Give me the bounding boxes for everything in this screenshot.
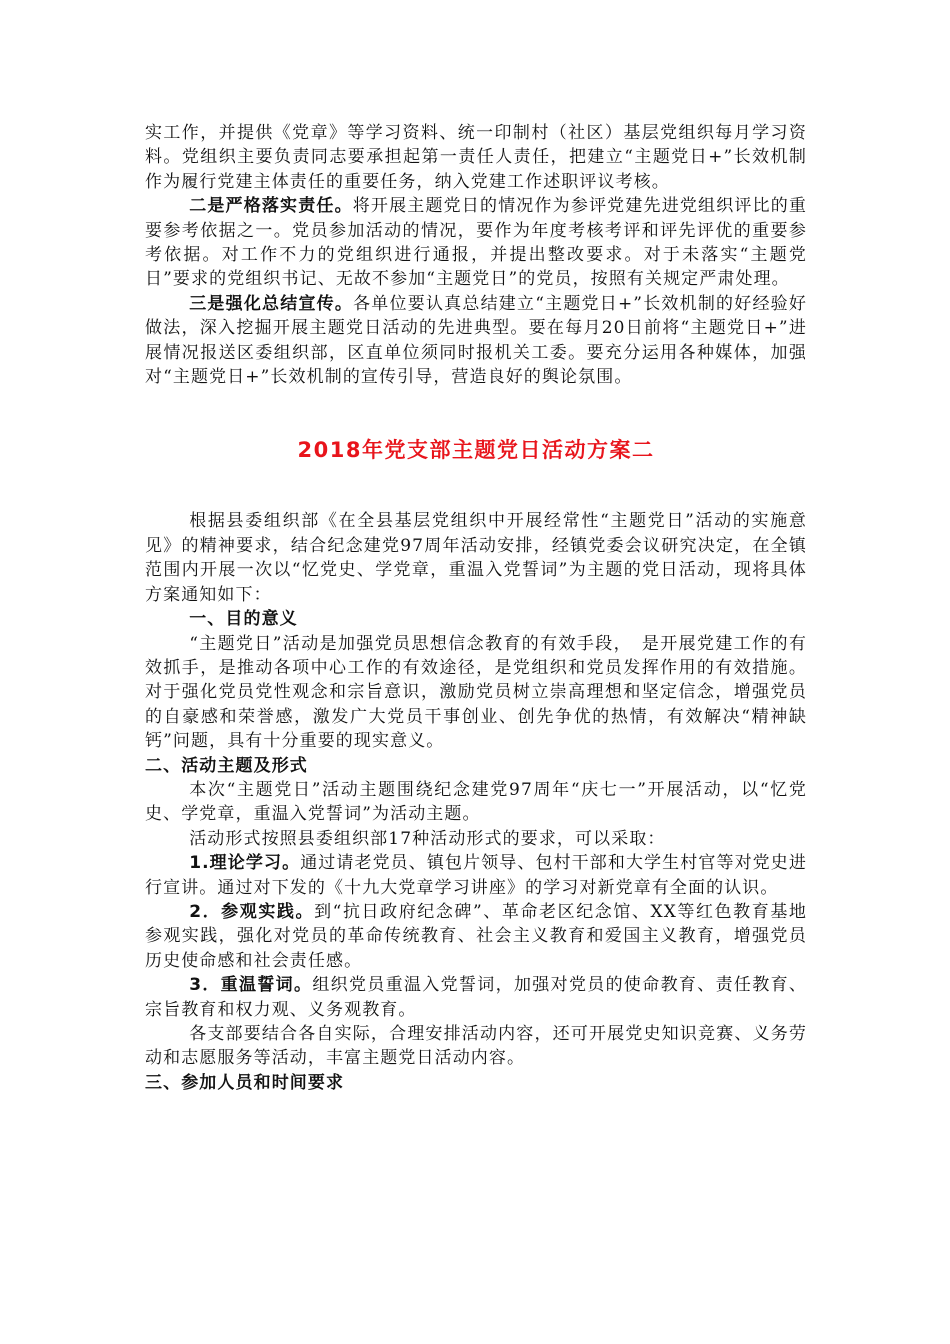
paragraph-3-body: 各单位要认真总结建立“主题党日+”长效机制的好经验好做法，深入挖掘开展主题党日活动的先进典型。要在每月20日前将“主题党日+”进展情况报送区委组织部，区直单位须同时报机关工委。要充分运用各种媒体，加强对“主题党日+”长效机制的宣传引导，营造良好的舆论氛围。 (145, 293, 807, 388)
section-3-heading: 三、参加人员和时间要求 (145, 1072, 345, 1093)
item-2-body: 到“抗日政府纪念碑”、革命老区纪念馆、XX等红色教育基地参观实践，强化对党员的革命传统教育、社会主义教育和爱国主义教育，增强党员历史使命感和社会责任感。 (145, 901, 807, 971)
paragraph-2-lead: 二是严格落实责任。 (189, 196, 353, 217)
section-2-item-2 (145, 900, 807, 973)
document-page (145, 121, 807, 1095)
paragraph-3-lead: 三是强化总结宣传。 (189, 293, 354, 314)
item-1-body: 通过请老党员、镇包片领导、包村干部和大学生村官等对党史进行宣讲。通过对下发的《十九大党章学习讲座》的学习对新党章有全面的认识。 (145, 853, 807, 898)
item-2-lead: 2．参观实践。 (189, 901, 315, 922)
intro-paragraph: 根据县委组织部《在全县基层党组织中开展经常性“主题党日”活动的实施意见》的精神要求，结合纪念建党97周年活动安排，经镇党委会议研究决定，在全镇范围内开展一次以“忆党史、学党章，重温入党誓词”为主题的党日活动，现将具体方案通知如下： (145, 511, 807, 605)
paragraph-2 (145, 194, 807, 292)
section-2-item-1 (145, 851, 807, 900)
item-3-lead: 3．重温誓词。 (189, 975, 313, 996)
section-2-paragraph-2: 活动形式按照县委组织部17种活动形式的要求，可以采取： (189, 828, 666, 849)
paragraph-2-body: 将开展主题党日的情况作为参评党建先进党组织评比的重要参考依据之一。党员参加活动的情况，要作为年度考核考评和评先评优的重要参考依据。对工作不力的党组织进行通报，并提出整改要求。对于未落实“主题党日”要求的党组织书记、无故不参加“主题党日”的党员，按照有关规定严肃处理。 (145, 196, 807, 290)
item-3-body: 组织党员重温入党誓词，加强对党员的使命教育、责任教育、宗旨教育和权力观、义务观教育。 (145, 975, 807, 1020)
paragraph-1: 实工作，并提供《党章》等学习资料、统一印制村（社区）基层党组织每月学习资料。党组织主要负责同志要承担起第一责任人责任，把建立“主题党日+”长效机制作为履行党建主体责任的重要任务，纳入党建工作述职评议考核。 (145, 123, 807, 192)
section-1-body: “主题党日”活动是加强党员思想信念教育的有效手段， 是开展党建工作的有效抓手，是推动各项中心工作的有效途径，是党组织和党员发挥作用的有效措施。对于强化党员党性观念和宗旨意识，激励党员树立崇高理想和坚定信念，增强党员的自豪感和荣誉感，激发广大党员干事创业、创先争优的热情，有效解决“精神缺钙”问题，具有十分重要的现实意义。 (145, 633, 807, 752)
paragraph-3 (145, 292, 807, 390)
section-2-heading: 二、活动主题及形式 (145, 755, 308, 776)
section-2-paragraph-1: 本次“主题党日”活动主题围绕纪念建党97周年“庆七一”开展活动，以“忆党史、学党章，重温入党誓词”为活动主题。 (145, 779, 807, 825)
item-1-lead: 1.理论学习。 (189, 853, 301, 874)
document-title: 2018年党支部主题党日活动方案二 (297, 438, 655, 463)
section-1-heading: 一、目的意义 (189, 609, 298, 630)
section-2-item-3 (145, 973, 807, 1022)
section-2-paragraph-3: 各支部要结合各自实际，合理安排活动内容，还可开展党史知识竞赛、义务劳动和志愿服务等活动，丰富主题党日活动内容。 (145, 1024, 807, 1069)
